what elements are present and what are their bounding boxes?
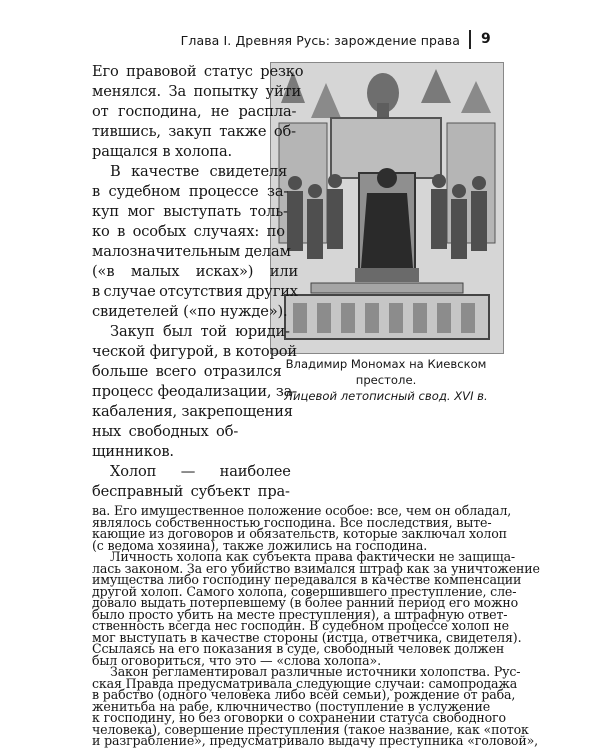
text-line: ская Правда предусматривала следующие случаи: самопродажа [92, 675, 518, 691]
text-line: Закуп был той юриди- [110, 323, 290, 340]
text-line: куп мог выступать толь- [92, 203, 288, 220]
text-line: в случае отсутствия других [92, 283, 298, 300]
miniature-drawing [271, 63, 503, 353]
text-line: бесправный субъект пра- [92, 483, 290, 500]
text-line: больше всего отразился [92, 363, 282, 380]
text-line: В качестве свидетеля [110, 163, 288, 180]
text-line: ко в особых случаях: по [92, 223, 285, 240]
text-line: процесс феодализации, за- [92, 383, 298, 400]
text-line: кабаления, закрепощения [92, 403, 293, 420]
text-line: являлось собственностью господина. Все последствия, выте- [92, 514, 492, 530]
text-line: кающие из договоров и обязательств, которые заключал холоп [92, 526, 507, 541]
text-line: в судебном процессе за- [92, 183, 289, 200]
text-line: ращался в холопа. [92, 143, 233, 160]
text-line: ных свободных об- [92, 423, 239, 440]
text-line: Личность холопа как субъекта права фактически не защища- [110, 549, 516, 564]
text-line: («в малых исках») или [92, 263, 299, 280]
text-line: человека), совершение преступления (такое название, как «поток [92, 721, 529, 737]
caption-title: Владимир Мономах на Киевском престоле. [285, 357, 487, 387]
header-separator [469, 30, 471, 49]
text-line: менялся. За попытку уйти [92, 83, 302, 100]
text-line: ственность всегда нес господин. В судебном процессе холоп не [92, 618, 509, 633]
text-line: тившись, закуп также об- [92, 123, 296, 140]
text-line: к господину, но без оговорки о сохранении статуса свободного [92, 710, 506, 725]
text-line: Холоп — наиболее [110, 463, 291, 480]
page-header [0, 0, 600, 56]
text-line: Ссылаясь на его показания в суде, свободный человек должен [92, 641, 505, 656]
page-number: 9 [481, 31, 491, 47]
text-line: Его правовой статус резко [92, 63, 304, 80]
text-line: мог выступать в качестве стороны (истца, ответчика, свидетеля). [92, 629, 522, 645]
text-line: было просто убить на месте преступления), а штрафную ответ- [92, 606, 508, 622]
figure-caption [262, 356, 510, 404]
text-line: в рабство (одного человека либо всей семьи), рождение от раба, [92, 687, 516, 702]
text-line: ческой фигурой, в которой [92, 343, 297, 360]
text-line: лась законом. За его убийство взимался штраф как за уничтожение [92, 560, 540, 576]
illustration-miniature [270, 62, 504, 354]
text-line: ва. Его имущественное положение особое: все, чем он обладал, [92, 503, 512, 518]
text-line: довало выдать потерпевшему (в более ранний период его можно [92, 595, 519, 610]
text-line: (с ведома хозяина), также ложились на господина. [92, 537, 428, 553]
text-line: был оговориться, что это — «слова холопа». [92, 652, 381, 668]
text-line: имущества либо господину передавался в качестве компенсации [92, 572, 522, 587]
text-line: щинников. [92, 443, 174, 460]
text-line: свидетелей («по нужде»). [92, 303, 288, 320]
text-line: другой холоп. Самого холопа, совершившего преступление, сле- [92, 583, 517, 599]
text-line: Закон регламентировал различные источники холопства. Рус- [110, 664, 521, 679]
running-title: Глава I. Древняя Русь: зарождение права [180, 33, 460, 48]
text-line: женитьба на рабе, ключничество (поступление в услужение [92, 698, 491, 714]
caption-source: Лицевой летописный свод. XVI в. [284, 389, 488, 403]
text-line: от господина, не распла- [92, 103, 297, 120]
text-line: и разграбление», предусматривало выдачу преступника «головой», [92, 733, 538, 748]
text-line: малозначительным делам [92, 243, 291, 260]
